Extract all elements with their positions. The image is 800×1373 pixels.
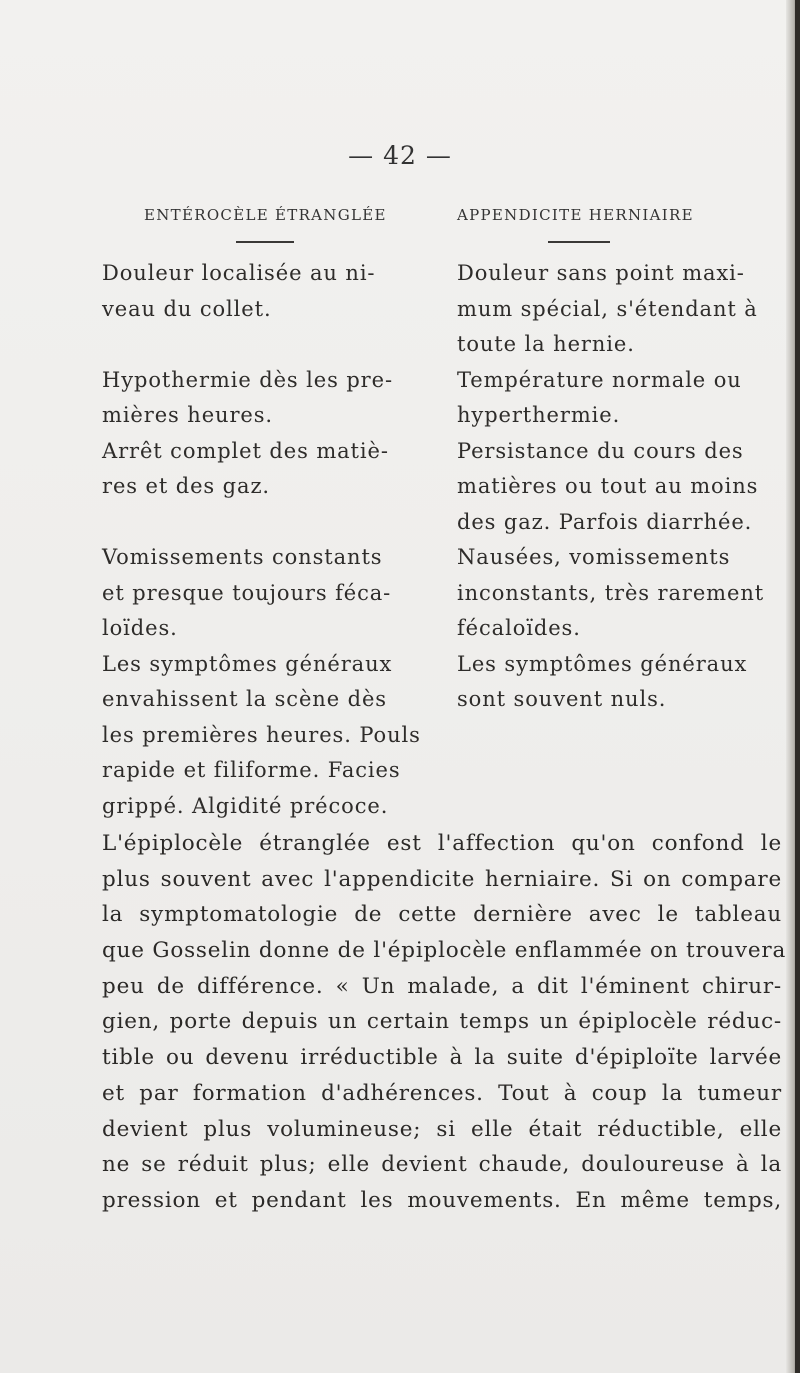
left-column-line: Vomissements constants (102, 545, 383, 569)
body-line: que Gosselin donne de l'épiplocèle enflammée on trouvera (102, 938, 787, 964)
left-column-line: loïdes. (102, 616, 178, 640)
body-paragraph (102, 826, 787, 1219)
body-line: ne se réduit plus; elle devient chaude, douloureuse à la (102, 1152, 782, 1178)
body-line: et par formation d'adhérences. Tout à coup la tumeur (102, 1080, 782, 1106)
left-column-text (102, 256, 421, 824)
body-line: la symptomatologie de cette dernière avec le tableau (102, 902, 782, 928)
right-column-line: des gaz. Parfois diarrhée. (457, 509, 753, 534)
right-column-line: inconstants, très rarement (457, 580, 765, 605)
left-column-line: rapide et filiforme. Facies (102, 758, 401, 782)
left-column-line: envahissent la scène dès (102, 687, 387, 711)
right-column-line: Douleur sans point maxi- (457, 261, 745, 285)
body-line: devient plus volumineuse; si elle était réductible, elle (102, 1116, 782, 1142)
right-column-line: Nausées, vomissements (457, 545, 731, 569)
right-header-rule (548, 241, 610, 243)
body-line: plus souvent avec l'appendicite herniaire. Si on compare (102, 866, 782, 892)
body-line: pression et pendant les mouvements. En même temps, (102, 1187, 782, 1213)
left-column-line: grippé. Algidité précoce. (102, 793, 389, 818)
right-column-line: matières ou tout au moins (457, 474, 759, 498)
body-line: gien, porte depuis un certain temps un épiplocèle réduc- (102, 1009, 782, 1035)
right-column-text (457, 256, 764, 718)
left-column-line: Les symptômes généraux (102, 651, 393, 676)
left-column-line: et presque toujours féca- (102, 580, 392, 605)
left-column-line: veau du collet. (102, 296, 272, 321)
body-line: tible ou devenu irréductible à la suite d'épiploïte larvée (102, 1045, 782, 1071)
left-column-line: Arrêt complet des matiè- (102, 438, 389, 463)
left-column-line (102, 327, 421, 363)
page-edge-binding (795, 0, 800, 1373)
body-line: L'épiplocèle étranglée est l'affection qu'on confond le (102, 831, 782, 856)
right-column-line: toute la hernie. (457, 332, 635, 356)
left-column-line: mières heures. (102, 403, 273, 427)
page-number: — 42 — (348, 141, 452, 170)
left-column-line: Douleur localisée au ni- (102, 261, 376, 285)
right-column-header: APPENDICITE HERNIAIRE (457, 206, 694, 224)
right-column-line: Persistance du cours des (457, 438, 744, 463)
right-column-line: sont souvent nuls. (457, 687, 667, 711)
left-column-line: Hypothermie dès les pre- (102, 367, 393, 392)
right-column-line: Température normale ou (457, 367, 742, 392)
right-column-line: hyperthermie. (457, 403, 621, 427)
left-column-header: ENTÉROCÈLE ÉTRANGLÉE (144, 206, 387, 224)
right-column-line: Les symptômes généraux (457, 651, 748, 676)
left-column-line (102, 505, 421, 541)
left-column-line: res et des gaz. (102, 474, 270, 498)
body-line: peu de différence. « Un malade, a dit l'éminent chirur- (102, 973, 782, 999)
left-column-line: les premières heures. Pouls (102, 722, 421, 747)
right-column-line: mum spécial, s'étendant à (457, 296, 758, 321)
left-header-rule (236, 241, 294, 243)
right-column-line: fécaloïdes. (457, 616, 581, 640)
